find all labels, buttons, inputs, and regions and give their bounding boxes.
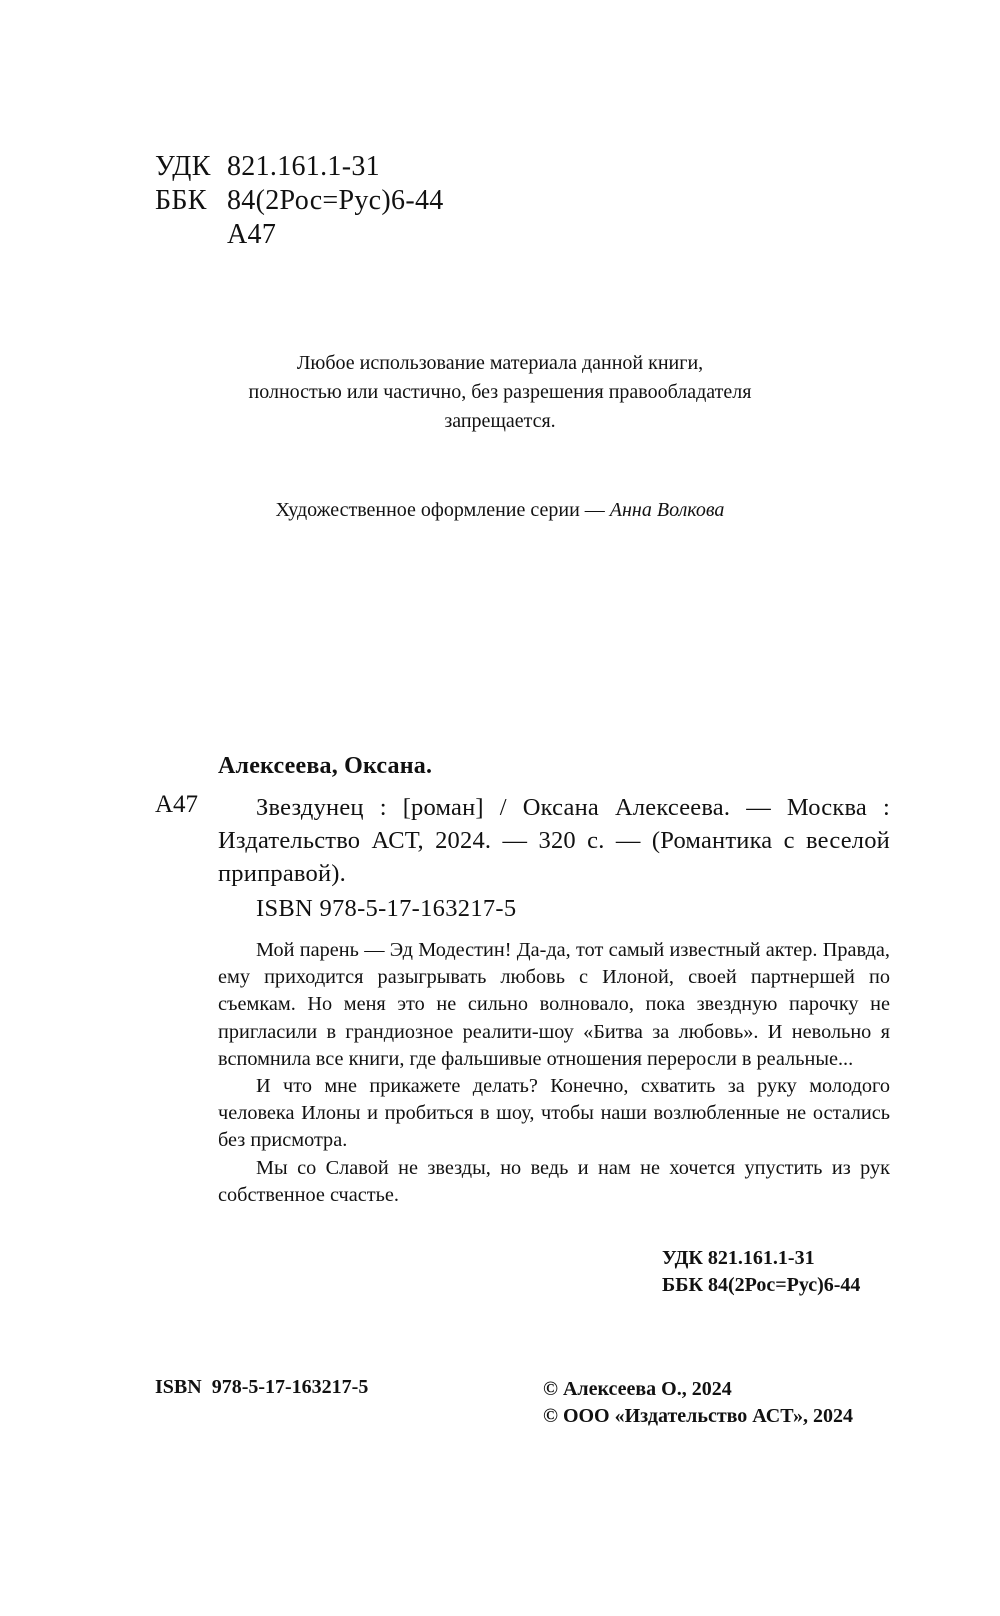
udk-code: УДК 821.161.1-31 [662, 1247, 815, 1269]
udk-value: 821.161.1-31 [227, 151, 380, 182]
design-label: Художественное оформление серии — [275, 499, 610, 521]
annotation-paragraph-2: И что мне прикажете делать? Конечно, схватить за руку молодого человека Илоны и пробиться в шоу, чтобы наши возлюбленные не остались без присмотра. [218, 1075, 890, 1152]
record-cutter: А47 [155, 791, 199, 818]
bbk-value: 84(2Рос=Рус)6-44 [227, 185, 444, 216]
copyright-notice [150, 349, 850, 436]
footer-isbn: ISBN 978-5-17-163217-5 [155, 1376, 369, 1398]
bibliographic-description: Звездунец : [роман] / Оксана Алексеева. — Москва : Издательство АСТ, 2024. — 320 с. — (Романтика с веселой приправой). [218, 794, 890, 887]
annotation-paragraph-1: Мой парень — Эд Модестин! Да-да, тот самый известный актер. Правда, ему приходится разыгрывать любовь с Илоной, своей партнершей по съемкам. Но меня это не сильно волновало, пока звездную парочку не пригласили в грандиозное реалити-шоу «Битва за любовь». И невольно я вспомнила все книги, где фальшивые отношения переросли в реальные... [218, 939, 890, 1070]
design-artist: Анна Волкова [609, 499, 725, 521]
bbk-label: ББК [155, 185, 207, 216]
series-design-credit [150, 496, 850, 525]
copyright-lines [543, 1376, 853, 1430]
cutter-row [155, 218, 444, 252]
record-isbn: ISBN 978-5-17-163217-5 [256, 895, 517, 922]
notice-line-1: Любое использование материала данной книги, [296, 352, 704, 374]
annotation [218, 937, 890, 1209]
bbk-row [155, 184, 444, 218]
author-heading: Алексеева, Оксана. [218, 753, 433, 779]
udk-label: УДК [155, 151, 211, 182]
copyright-publisher: © ООО «Издательство АСТ», 2024 [543, 1405, 854, 1427]
notice-line-2: полностью или частично, без разрешения правообладателя [248, 381, 752, 403]
annotation-paragraph-3: Мы со Славой не звезды, но ведь и нам не хочется упустить из рук собственное счастье. [218, 1156, 890, 1206]
notice-line-3: запрещается. [444, 410, 556, 432]
copyright-author: © Алексеева О., 2024 [543, 1378, 732, 1400]
bbk-code: ББК 84(2Рос=Рус)6-44 [662, 1274, 861, 1296]
classification-codes [662, 1245, 860, 1299]
classification-block [155, 150, 444, 252]
cutter-code: А47 [227, 219, 277, 250]
udk-row [155, 150, 444, 184]
